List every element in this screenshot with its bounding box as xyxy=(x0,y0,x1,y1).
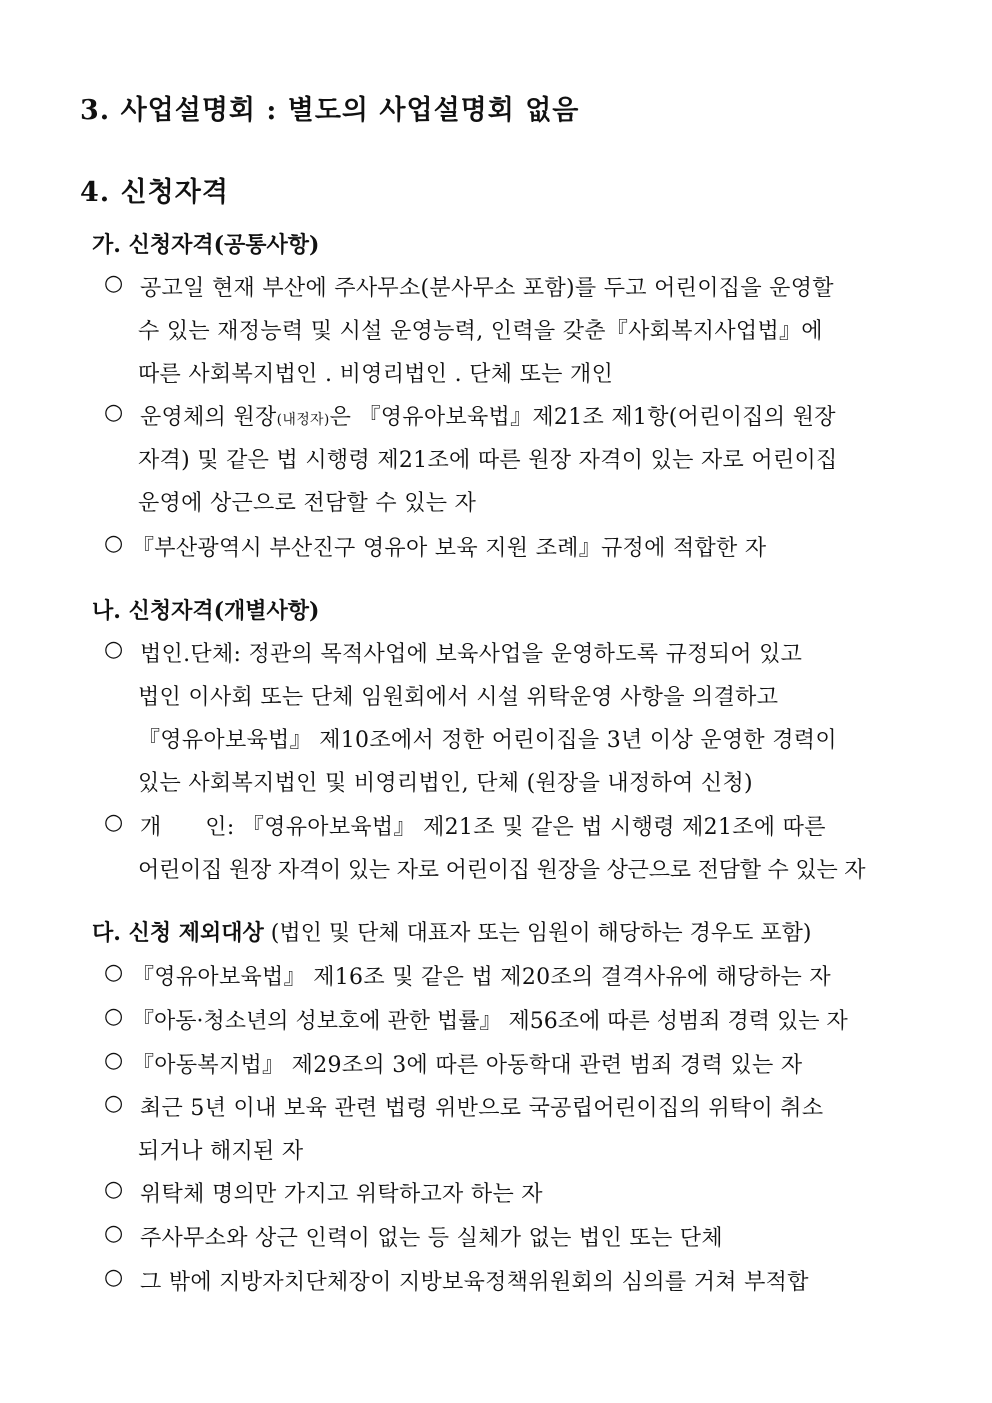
subsection-c-heading xyxy=(92,916,811,947)
bullet-icon: ○ xyxy=(104,400,124,425)
subsection-b-heading: 나. 신청자격(개별사항) xyxy=(92,598,320,624)
item-a2-line2: 자격) 및 같은 법 시행령 제21조에 따른 원장 자격이 있는 자로 어린이집 xyxy=(138,448,838,473)
item-c7-line1: 그 밖에 지방자치단체장이 지방보육정책위원회의 심의를 거쳐 부적합 xyxy=(140,1270,809,1295)
item-b1-line3: 『영유아보육법』 제10조에서 정한 어린이집을 3년 이상 운영한 경력이 xyxy=(138,728,837,753)
item-c5-line1: 위탁체 명의만 가지고 위탁하고자 하는 자 xyxy=(140,1182,543,1207)
item-c1-line1: 『영유아보육법』 제16조 및 같은 법 제20조의 결격사유에 해당하는 자 xyxy=(132,965,831,990)
bullet-icon: ○ xyxy=(104,1177,124,1202)
bullet-icon: ○ xyxy=(104,1091,124,1116)
item-a2-line1 xyxy=(140,400,836,431)
bullet-icon: ○ xyxy=(104,1004,124,1029)
item-b1-line2: 법인 이사회 또는 단체 임원회에서 시설 위탁운영 사항을 의결하고 xyxy=(138,685,779,710)
item-b2-line2: 어린이집 원장 자격이 있는 자로 어린이집 원장을 상근으로 전담할 수 있는 자 xyxy=(138,858,866,883)
item-c2-line1: 『아동·청소년의 성보호에 관한 법률』 제56조에 따른 성범죄 경력 있는 자 xyxy=(132,1009,848,1034)
item-a1-line2: 수 있는 재정능력 및 시설 운영능력, 인력을 갖춘『사회복지사업법』에 xyxy=(138,319,823,344)
item-a1-line1: 공고일 현재 부산에 주사무소(분사무소 포함)를 두고 어린이집을 운영할 xyxy=(140,276,834,301)
item-a2-note: (내정자) xyxy=(276,412,330,428)
bullet-icon: ○ xyxy=(104,271,124,296)
subsection-c-title: 다. 신청 제외대상 xyxy=(92,920,264,946)
section-4-heading: 4. 신청자격 xyxy=(80,177,229,208)
item-a3-line1: 『부산광역시 부산진구 영유아 보육 지원 조례』규정에 적합한 자 xyxy=(132,536,767,561)
bullet-icon: ○ xyxy=(104,1221,124,1246)
section-3-heading: 3. 사업설명회 : 별도의 사업설명회 없음 xyxy=(80,95,580,126)
item-a1-line3: 따른 사회복지법인 . 비영리법인 . 단체 또는 개인 xyxy=(138,362,614,387)
bullet-icon: ○ xyxy=(104,1265,124,1290)
item-c6-line1: 주사무소와 상근 인력이 없는 등 실체가 없는 법인 또는 단체 xyxy=(140,1226,723,1251)
bullet-icon: ○ xyxy=(104,1048,124,1073)
bullet-icon: ○ xyxy=(104,810,124,835)
bullet-icon: ○ xyxy=(104,531,124,556)
item-a2-line3: 운영에 상근으로 전담할 수 있는 자 xyxy=(138,491,477,516)
item-a2-text-b: 은 『영유아보육법』제21조 제1항(어린이집의 원장 xyxy=(329,405,836,430)
item-c4-line2: 되거나 해지된 자 xyxy=(138,1139,304,1164)
subsection-c-note: (법인 및 단체 대표자 또는 임원이 해당하는 경우도 포함) xyxy=(263,921,812,946)
item-c4-line1: 최근 5년 이내 보육 관련 법령 위반으로 국공립어린이집의 위탁이 취소 xyxy=(140,1096,824,1121)
bullet-icon: ○ xyxy=(104,960,124,985)
item-b1-line4: 있는 사회복지법인 및 비영리법인, 단체 (원장을 내정하여 신청) xyxy=(138,771,753,796)
item-b1-line1: 법인.단체: 정관의 목적사업에 보육사업을 운영하도록 규정되어 있고 xyxy=(140,642,803,667)
item-a2-text-a: 운영체의 원장 xyxy=(140,405,277,430)
bullet-icon: ○ xyxy=(104,637,124,662)
item-c3-line1: 『아동복지법』 제29조의 3에 따른 아동학대 관련 범죄 경력 있는 자 xyxy=(132,1053,803,1078)
subsection-a-heading: 가. 신청자격(공통사항) xyxy=(92,232,320,258)
item-b2-line1: 개 인: 『영유아보육법』 제21조 및 같은 법 시행령 제21조에 따른 xyxy=(140,815,826,840)
